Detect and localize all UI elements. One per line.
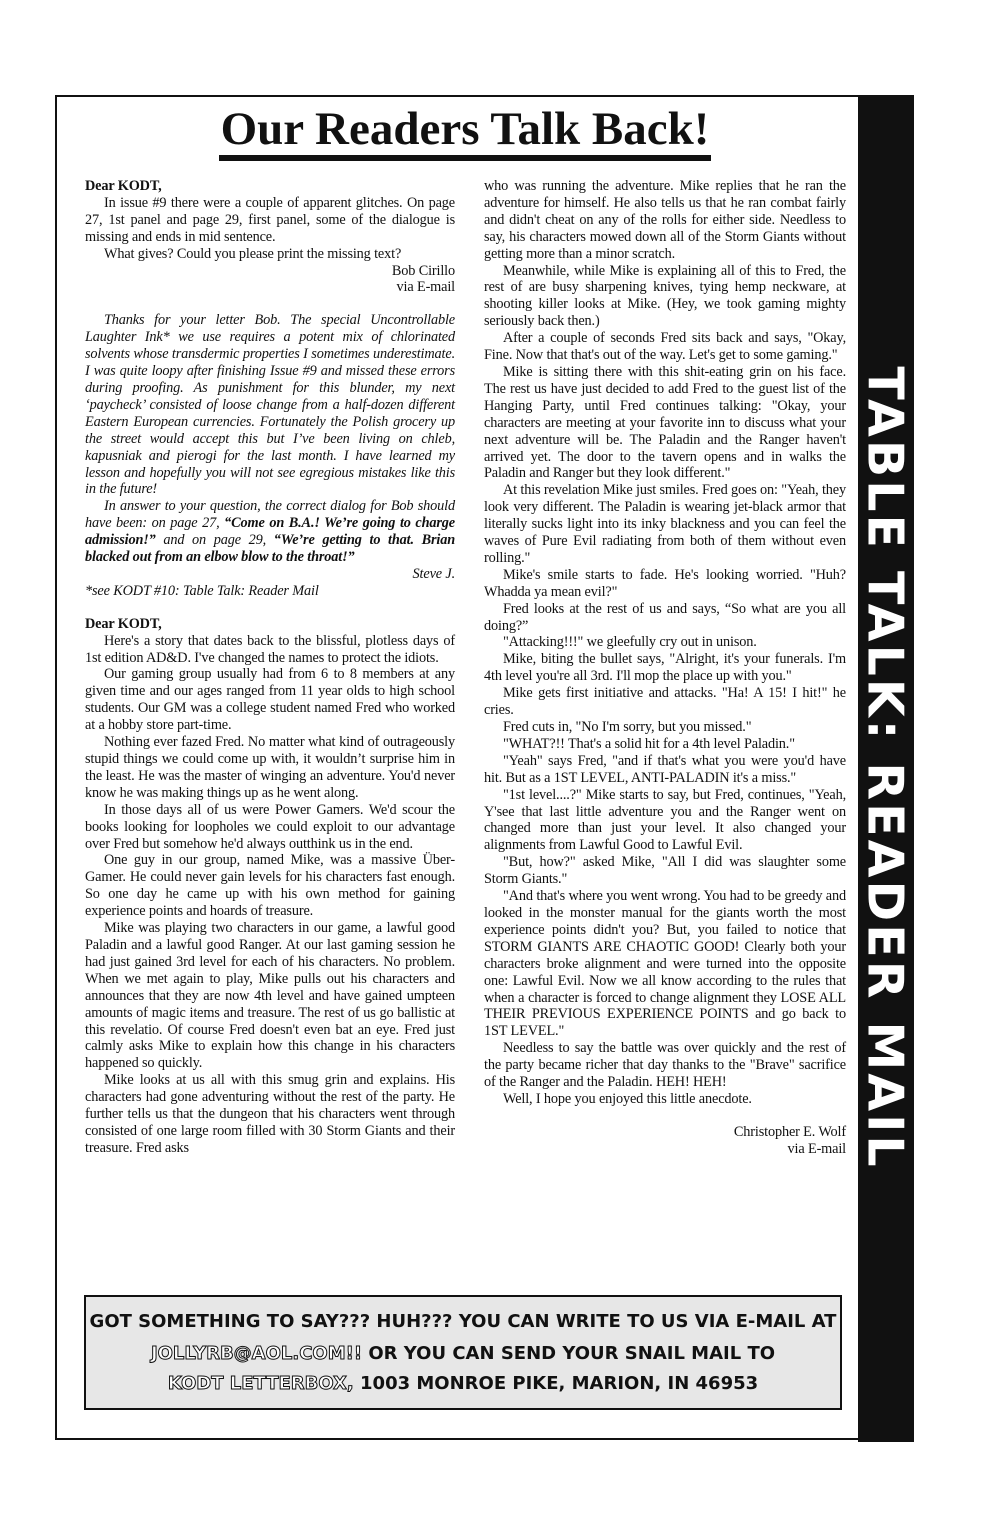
letter2-paragraph: "But, how?" asked Mike, "All I did was slaughter some Storm Giants." bbox=[484, 854, 846, 888]
letter2-paragraph: Our gaming group usually had from 6 to 8 members at any given time and our ages ranged from 11 year olds to high school students. Our GM was a college student named Fred who worked at a hobby store part-time. bbox=[85, 666, 455, 734]
mailbox-callout bbox=[84, 1295, 842, 1410]
letter2-paragraph: After a couple of seconds Fred sits back and says, "Okay, Fine. Now that that's out of the way. Let's get to some gaming." bbox=[484, 330, 846, 364]
letter2-paragraph: Mike, biting the bullet says, "Alright, it's your funerals. I'm 4th level you're all 3rd. I'll mop the place up with you." bbox=[484, 651, 846, 685]
mailbox-line-2-text: OR YOU CAN SEND YOUR SNAIL MAIL TO bbox=[362, 1343, 776, 1364]
letter2-paragraph: "Yeah" says Fred, "and if that's what you were you'd have hit. But as a 1ST LEVEL, ANTI-PALADIN it's a miss." bbox=[484, 752, 846, 786]
letter1-signature-name: Bob Cirillo bbox=[391, 262, 455, 279]
letter1-paragraph: In issue #9 there were a couple of apparent glitches. On page 27, 1st panel and page 29, first panel, some of the dialogue is missing and ends in mid sentence. bbox=[85, 194, 455, 245]
reply1-signature: Steve J. bbox=[412, 565, 455, 582]
mailbox-line-1: GOT SOMETHING TO SAY??? HUH??? YOU CAN WRITE TO US VIA E-MAIL AT bbox=[89, 1311, 837, 1332]
letter2-paragraph: Mike is sitting there with this shit-eating grin on his face. The rest us have just decided to add Fred to the guest list of the Hanging Party, until Fred continues talking: "Okay, your characters are meeting at your favorite inn to discuss what your next adventure will be. The Paladin and the Ranger haven't arrived yet. The door to the tavern opens and in walks the Paladin and Ranger but they look different." bbox=[484, 363, 846, 482]
letter2-signature-via: via E-mail bbox=[787, 1140, 846, 1157]
reply1-paragraph: Thanks for your letter Bob. The special Uncontrollable Laughter Ink* we use requires a potent mix of chlorinated solvents whose transdermic properties I sometimes underestimate. I was quite loopy after finishing Issue #9 and missed these errors during proofing. As punishment for this blunder, my next ‘paycheck’ consisted of loose change from a half-dozen different Eastern European currencies. Fortunately the Polish grocery up the street would accept this but I’ve been living on chleb, kapusniak and pierogi for the last month. I have learned my lesson and hopefully you will not see egregious mistakes like this in the future! bbox=[85, 312, 455, 498]
letter2-paragraph: Meanwhile, while Mike is explaining all of this to Fred, the rest of are busy sharpening knives, tying hemp neckware, at shooting killer looks at Mike. (Hey, we took gaming mighty seriously back then.) bbox=[484, 262, 846, 330]
letter2-paragraph: Mike was playing two characters in our game, a lawful good Paladin and a lawful good Ranger. At our last gaming session he had just gained 3rd level for each of his characters. No problem. When we met again to play, Mike pulls out his characters and announces that they are now 4th level and have gained umpteen amounts of magic items and treasure. The rest of us go ballistic at this revelatio. Of course Fred doesn't even bat an eye. Fred just calmly asks Mike to explain how this change in his characters happened so quickly. bbox=[85, 920, 455, 1072]
letter2-paragraph: Fred cuts in, "No I'm sorry, but you missed." bbox=[503, 719, 752, 735]
reply1-quote: “Come on B.A.! We’re going to charge admission!” bbox=[85, 515, 455, 549]
letter2-paragraph: Fred looks at the rest of us and says, “So what are you all doing?” bbox=[484, 600, 846, 634]
reply1-quote: “We’re getting to that. Brian blacked out from an elbow blow to the throat!” bbox=[85, 532, 455, 566]
letter2-signature-name: Christopher E. Wolf bbox=[733, 1123, 846, 1140]
letter2-paragraph: At this revelation Mike just smiles. Fred goes on: "Yeah, they look very different. The Paladin is wearing jet-black armor that literally sucks light into its inky blackness and you can feel the waves of Pure Evil radiating from both of them without even rolling." bbox=[484, 482, 846, 566]
letter2-paragraph: Mike looks at us all with this smug grin and explains. His characters had gone adventuring without the rest of the party. He further tells us that the dungeon that his characters went through consisted of one large room filled with 30 Storm Giants and their treasure. Fred asks bbox=[85, 1072, 455, 1156]
letter1-salutation: Dear KODT, bbox=[85, 178, 162, 194]
letter1-signature-via: via E-mail bbox=[396, 279, 455, 296]
letter2-paragraph: Well, I hope you enjoyed this little anecdote. bbox=[503, 1090, 752, 1107]
column-left bbox=[85, 178, 455, 1157]
letter2-paragraph: "1st level....?" Mike starts to say, but Fred, continues, "Yeah, Y'see that last little adventure you and the Ranger went on changed more than just your level. It also changed your alignments from Lawful Good to Lawful Evil. bbox=[484, 786, 846, 854]
mailbox-address: 1003 MONROE PIKE, MARION, IN 46953 bbox=[353, 1373, 759, 1394]
reply1-footnote: *see KODT #10: Table Talk: Reader Mail bbox=[85, 582, 319, 599]
page-title bbox=[70, 102, 860, 156]
letter2-paragraph: Mike's smile starts to fade. He's looking worried. "Huh? Whadda ya mean evil?" bbox=[484, 566, 846, 600]
mailbox-letterbox: KODT LETTERBOX, bbox=[167, 1373, 354, 1394]
letter2-paragraph: In those days all of us were Power Gamers. We'd scour the books looking for loopholes we could exploit to our advantage over Fred but somehow he'd always outthink us in the end. bbox=[85, 801, 455, 852]
reply1-paragraph bbox=[85, 498, 455, 566]
reply1-text: and on page 29, bbox=[155, 532, 274, 549]
letter2-continuation: who was running the adventure. Mike replies that he ran the adventure for himself. He also tells us that he ran combat fairly and didn't cheat on any of the rolls for either side. Needless to say, his characters mowed down all of the Storm Giants without getting more than a minor scratch. bbox=[484, 178, 846, 262]
letter2-paragraph: Mike gets first initiative and attacks. "Ha! A 15! I hit!" he cries. bbox=[484, 685, 846, 719]
letter2-salutation: Dear KODT, bbox=[85, 615, 162, 632]
reply1-text: In answer to your question, the correct dialog for Bob should have been: on page 27, bbox=[85, 498, 455, 532]
mailbox-line-3 bbox=[86, 1373, 840, 1394]
page-title-text: Our Readers Talk Back! bbox=[219, 103, 712, 161]
mailbox-email: JOLLYRB@AOL.COM!! bbox=[150, 1343, 363, 1364]
letter1-paragraph: What gives? Could you please print the missing text? bbox=[104, 245, 402, 262]
letter2-paragraph: Here's a story that dates back to the blissful, plotless days of 1st edition AD&D. I've changed the names to protect the idiots. bbox=[85, 632, 455, 666]
letter2-paragraph: "Attacking!!!" we gleefully cry out in unison. bbox=[503, 634, 757, 651]
letter2-paragraph: One guy in our group, named Mike, was a massive Über-Gamer. He could never gain levels for his characters fast enough. So one day he came up with his own method for gaining experience points and hoards of treasure. bbox=[85, 852, 455, 920]
sidebar-title: TABLE TALK: READER MAIL bbox=[856, 366, 914, 1170]
letter2-paragraph: "And that's where you went wrong. You had to be greedy and looked in the monster manual for the giants worth the most experience points didn't you? But, you failed to notice that STORM GIANTS ARE CHAOTIC GOOD! Clearly both your characters broke alignment and were turned into the opposite one: Lawful Evil. Now we all know according to the rules that when a character is forced to change alignment they LOSE ALL THEIR PREVIOUS EXPERIENCE POINTS and go back to 1ST LEVEL." bbox=[484, 888, 846, 1040]
column-right bbox=[484, 178, 846, 1158]
mailbox-line-2 bbox=[86, 1343, 840, 1364]
letter2-paragraph: Nothing ever fazed Fred. No matter what kind of outrageously stupid things we could come up with, it wouldn’t surprise him in the least. He was the master of winging an adventure. You'd never know he was making things up as he went along. bbox=[85, 734, 455, 801]
letter2-paragraph: Needless to say the battle was over quickly and the rest of the party became richer that day thanks to the "Brave" sacrifice of the Ranger and the Paladin. HEH! HEH! bbox=[484, 1040, 846, 1091]
letter2-paragraph: "WHAT?!! That's a solid hit for a 4th level Paladin." bbox=[503, 735, 795, 752]
